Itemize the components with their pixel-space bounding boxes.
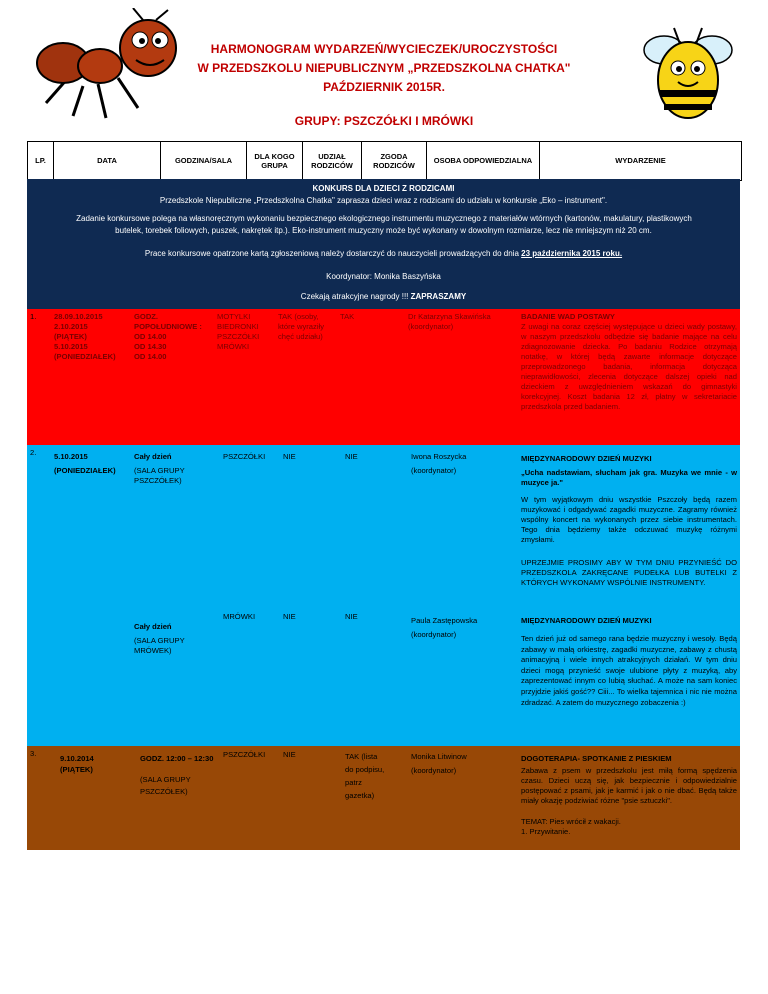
row-parents: TAK (osoby, które wyraziły chęć udziału) xyxy=(278,312,324,341)
row-parents: NIE xyxy=(283,612,296,621)
row-lp: 3. xyxy=(30,749,37,758)
row-event-theme: TEMAT: Pies wrócił z wakacji. xyxy=(521,817,621,826)
row-role: (koordynator) xyxy=(411,466,457,475)
row-group: PSZCZÓŁKI xyxy=(223,452,266,461)
contest-deadline: Prace konkursowe opatrzone kartą zgłoszeniową należy dostarczyć do nauczycieli prowadzących do dnia 23 października 2015 roku. xyxy=(144,249,623,258)
row-event-title: BADANIE WAD POSTAWY xyxy=(521,312,615,321)
row-lp: 1. xyxy=(30,312,37,321)
table-row xyxy=(27,445,740,746)
row-parents: NIE xyxy=(283,750,296,759)
row-dates: 28.09.10.2015 2.10.2015 (PIĄTEK) 5.10.2015 (PONIEDZIAŁEK) xyxy=(54,312,116,361)
row-person: Paula Zastępowska xyxy=(411,616,478,625)
col-event: WYDARZENIE xyxy=(615,156,666,166)
col-lp: LP. xyxy=(28,142,54,180)
contest-desc-2: butelek, torebek foliowych, puszek, nakrętek itp.). Eko-instrument muzyczny może być wykonany w dowolnym rozmiarze, lecz nie mniejszym niż 20 cm. xyxy=(115,226,652,235)
row-event-sub: „Ucha nadstawiam, słucham jak gra. Muzyka we mnie - w muzyce ja." xyxy=(521,468,737,487)
col-date: DATA xyxy=(54,142,161,180)
row-time: GODZ. POPOŁUDNIOWE : OD 14.00 OD 14.30 OD 14.00 xyxy=(134,312,202,361)
row-event-note: UPRZEJMIE PROSIMY ABY W TYM DNIU PRZYNIEŚĆ DO PRZEDSZKOLA ZAKRĘCANE PUDEŁKA LUB BUTELKI Z KTÓRYCH WYKONAMY WSPÓLNIE INSTRUMENTY. xyxy=(521,558,737,587)
contest-prizes: Czekają atrakcyjne nagrody !!! ZAPRASZAMY xyxy=(300,292,467,301)
table-row xyxy=(27,309,740,445)
row-event-body: W tym wyjątkowym dniu wszystkie Pszczoły będą razem muzykować i odgadywać zagadki muzyczne. Zagramy również wspólny koncert na wykonanych przez siebie instrumentach. Tego dnia będziemy także odczuwać muzykę różnymi zmysłami. xyxy=(521,495,737,544)
table-row xyxy=(27,746,740,850)
row-person: Monika Litwinow xyxy=(411,752,467,761)
col-person: OSOBA ODPOWIEDZIALNA xyxy=(427,142,540,180)
row-time: GODZ. 12:00 – 12:30 xyxy=(140,754,214,763)
table-header xyxy=(27,141,742,181)
row-sala: (SALA GRUPY PSZCZÓŁEK) xyxy=(140,775,191,796)
row-event-body: Z uwagi na coraz częściej występujące u dzieci wady postawy, w naszym przedszkolu odbędzie się badanie mające na celu zdiagnozowanie dziecka. Po badaniu Rodzice otrzymają notatkę, w której będą zawarte informacje dotyczące przeprowadzonego badania, informacja dotycząca nieprawidłowości, zlecenia dotyczące dalszej opieki nad dzieckiem z uwzględnieniem wskazań do gimnastyki korekcyjnej. Koszt badania 12 zł, płatny w sekretariacie przedszkola przed badaniem. xyxy=(521,322,737,411)
contest-title: KONKURS DLA DZIECI Z RODZICAMI xyxy=(312,184,455,193)
row-time: Cały dzień xyxy=(134,622,172,631)
row-person: Dr Katarzyna Skawińska (koordynator) xyxy=(408,312,491,331)
row-consent: TAK xyxy=(340,312,355,321)
row-parents: NIE xyxy=(283,452,296,461)
row-role: (koordynator) xyxy=(411,766,457,775)
row-time: Cały dzień xyxy=(134,452,172,461)
row-sala: (SALA GRUPY PSZCZÓŁEK) xyxy=(134,466,185,485)
groups-label: GRUPY: PSZCZÓŁKI I MRÓWKI xyxy=(294,114,474,128)
row-event-body: Zabawa z psem w przedszkolu jest miłą formą spędzenia czasu. Dzieci uczą się, jak bezpiecznie i odpowiedzialnie postępować z psami, jak je karmić i jak o nie dbać. Będą także miały okazję podziwiać różne "psie sztuczki". xyxy=(521,766,737,805)
row-lp: 2. xyxy=(30,448,37,457)
row-date: 9.10.2014 xyxy=(60,754,94,763)
contest-section xyxy=(27,179,740,309)
row-consent: NIE xyxy=(345,452,358,461)
row-person: Iwona Roszycka xyxy=(411,452,467,461)
row-event-body: Ten dzień już od samego rana będzie muzyczny i wesoły. Będą zabawy w małą orkiestrę, zagadki muzyczne, zabawy z chustą animacyjną i wiele innych atrakcyjnych działań. W tym dniu dzieci mogą przynieść swoje ulubione płyty z muzyką, aby zaprezentować innym co lubią słuchać. A może na sam koniec przyjdzie jakiś gość?? Ciii... To wielka tajemnica i nic nie można zdradzać. A zatem do muzycznego zobaczenia :) xyxy=(521,634,737,707)
page-subtitle: W PRZEDSZKOLU NIEPUBLICZNYM „PRZEDSZKOLNA CHATKA" xyxy=(197,61,571,75)
month-label: PAŹDZIERNIK 2015R. xyxy=(323,80,445,94)
col-parents: UDZIAŁ RODZICÓW xyxy=(303,142,362,180)
contest-coordinator: Koordynator: Monika Baszyńska xyxy=(326,272,441,281)
row-event-item: 1. Przywitanie. xyxy=(521,827,571,836)
col-consent: ZGODA RODZICÓW xyxy=(362,142,427,180)
row-event-title: MIĘDZYNARODOWY DZIEŃ MUZYKI xyxy=(521,454,652,463)
row-event-title: MIĘDZYNARODOWY DZIEŃ MUZYKI xyxy=(521,616,652,625)
contest-intro: Przedszkole Niepubliczne „Przedszkolna Chatka" zaprasza dzieci wraz z rodzicami do udziału w konkursie „Eko – instrument". xyxy=(159,196,608,205)
row-consent: NIE xyxy=(345,612,358,621)
row-consent: TAK (lista do podpisu, patrz gazetka) xyxy=(345,752,385,800)
row-groups: MOTYLKI BIEDRONKI PSZCZÓŁKI MRÓWKI xyxy=(217,312,260,351)
page-title: HARMONOGRAM WYDARZEŃ/WYCIECZEK/UROCZYSTOŚCI xyxy=(210,42,558,56)
row-role: (koordynator) xyxy=(411,630,457,639)
row-event-title: DOGOTERAPIA- SPOTKANIE Z PIESKIEM xyxy=(521,754,672,763)
row-group: PSZCZÓŁKI xyxy=(223,750,266,759)
row-day: (PONIEDZIAŁEK) xyxy=(54,466,116,475)
row-sala: (SALA GRUPY MRÓWEK) xyxy=(134,636,185,655)
col-time: GODZINA/SALA xyxy=(161,142,247,180)
row-day: (PIĄTEK) xyxy=(60,765,93,774)
row-group: MRÓWKI xyxy=(223,612,256,621)
col-group: DLA KOGO GRUPA xyxy=(247,142,303,180)
row-date: 5.10.2015 xyxy=(54,452,88,461)
contest-desc-1: Zadanie konkursowe polega na własnoręcznym wykonaniu bezpiecznego ekologicznego instrumentu muzycznego z materiałów wtórnych (kartonów, makulatury, plastikowych xyxy=(76,214,692,223)
